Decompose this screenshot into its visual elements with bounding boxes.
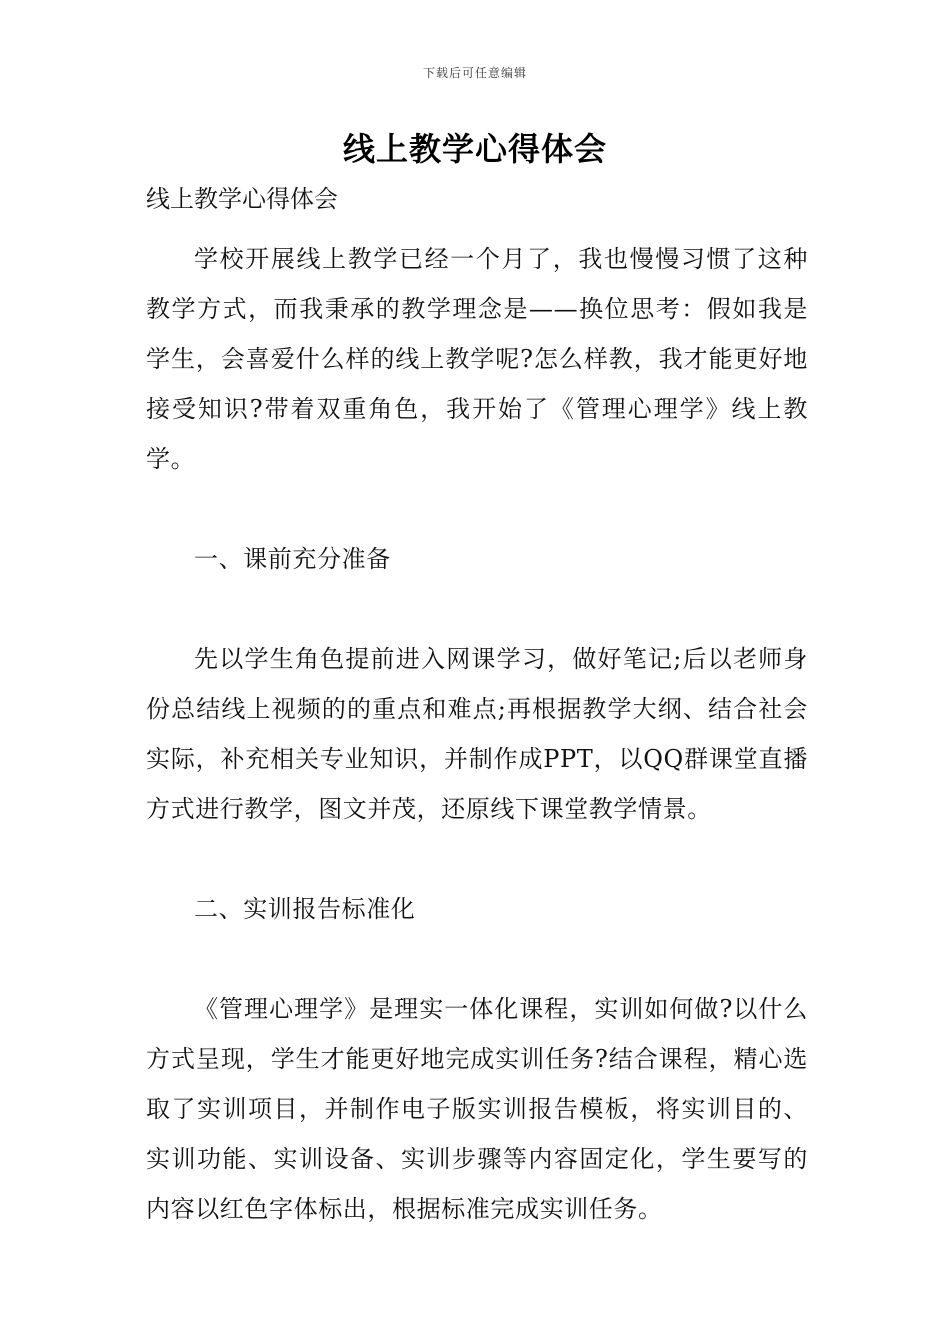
section-heading-1: 一、课前充分准备 xyxy=(194,545,391,573)
paragraph-section-1: 先以学生角色提前进入网课学习，做好笔记;后以老师身份总结线上视频的的重点和难点;再根据教学大纲、结合社会实际，补充相关专业知识，并制作成PPT，以QQ群课堂直播方式进行教学，图文并茂，还原线下课堂教学情景。 xyxy=(146,645,808,823)
document-body xyxy=(146,184,808,1234)
document-subtitle: 线上教学心得体会 xyxy=(146,185,338,213)
section-heading-2: 二、实训报告标准化 xyxy=(194,895,416,923)
header-note: 下载后可任意编辑 xyxy=(422,66,527,80)
document-title: 线上教学心得体会 xyxy=(342,130,607,168)
paragraph-intro: 学校开展线上教学已经一个月了，我也慢慢习惯了这种教学方式，而我秉承的教学理念是——换位思考：假如我是学生，会喜爱什么样的线上教学呢?怎么样教，我才能更好地接受知识?带着双重角色，我开始了《管理心理学》线上教学。 xyxy=(146,245,808,473)
paragraph-section-2: 《管理心理学》是理实一体化课程，实训如何做?以什么方式呈现，学生才能更好地完成实训任务?结合课程，精心选取了实训项目，并制作电子版实训报告模板，将实训目的、实训功能、实训设备、实训步骤等内容固定化，学生要写的内容以红色字体标出，根据标准完成实训任务。 xyxy=(146,995,808,1223)
